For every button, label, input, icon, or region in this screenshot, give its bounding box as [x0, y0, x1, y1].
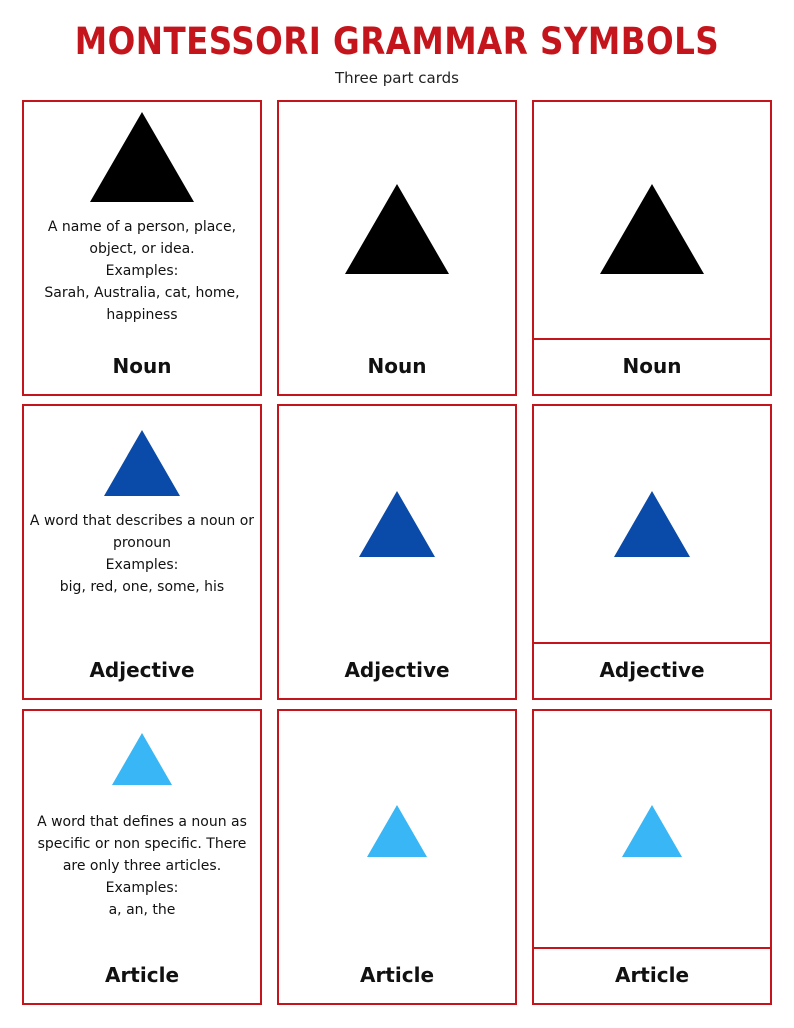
card-cut-line	[534, 642, 770, 644]
adjective-triangle-icon	[104, 430, 180, 496]
definition-line: a, an, the	[108, 902, 176, 918]
adjective-card-split	[532, 404, 772, 700]
article-label: Article	[614, 963, 690, 987]
definition-line: are only three articles.	[62, 858, 222, 874]
noun-card-control	[22, 100, 262, 396]
adjective-definition-text	[28, 510, 256, 598]
noun-label: Noun	[112, 354, 172, 378]
article-card-control	[22, 709, 262, 1005]
article-triangle-icon	[367, 805, 427, 857]
definition-line: Examples:	[105, 263, 179, 279]
noun-label: Noun	[367, 354, 427, 378]
noun-card-split	[532, 100, 772, 396]
adjective-label: Adjective	[89, 658, 195, 682]
article-card-split	[532, 709, 772, 1005]
definition-line: A word that defines a noun as	[37, 814, 247, 830]
adjective-triangle-icon	[359, 491, 435, 557]
article-definition-text	[28, 811, 256, 921]
card-cut-line	[534, 947, 770, 949]
noun-triangle-icon	[345, 184, 449, 274]
definition-line: object, or idea.	[89, 241, 195, 257]
page-subtitle: Three part cards	[335, 69, 459, 87]
adjective-label: Adjective	[599, 658, 705, 682]
definition-line: A word that describes a noun or	[29, 513, 255, 529]
adjective-card-control	[22, 404, 262, 700]
adjective-card-picture-label	[277, 404, 517, 700]
definition-line: pronoun	[112, 535, 172, 551]
page-title: MONTESSORI GRAMMAR SYMBOLS	[74, 20, 720, 63]
article-label: Article	[104, 963, 180, 987]
article-card-picture-label	[277, 709, 517, 1005]
adjective-label: Adjective	[344, 658, 450, 682]
noun-card-picture-label	[277, 100, 517, 396]
card-cut-line	[534, 338, 770, 340]
article-triangle-icon	[622, 805, 682, 857]
noun-label: Noun	[622, 354, 682, 378]
definition-line: A name of a person, place,	[47, 219, 237, 235]
definition-line: happiness	[106, 307, 178, 323]
noun-triangle-icon	[600, 184, 704, 274]
adjective-triangle-icon	[614, 491, 690, 557]
definition-line: Sarah, Australia, cat, home,	[44, 285, 240, 301]
noun-definition-text	[28, 216, 256, 326]
noun-triangle-icon	[90, 112, 194, 202]
definition-line: Examples:	[105, 880, 179, 896]
definition-line: big, red, one, some, his	[59, 579, 225, 595]
article-label: Article	[359, 963, 435, 987]
definition-line: Examples:	[105, 557, 179, 573]
definition-line: specific or non specific. There	[37, 836, 247, 852]
article-triangle-icon	[112, 733, 172, 785]
